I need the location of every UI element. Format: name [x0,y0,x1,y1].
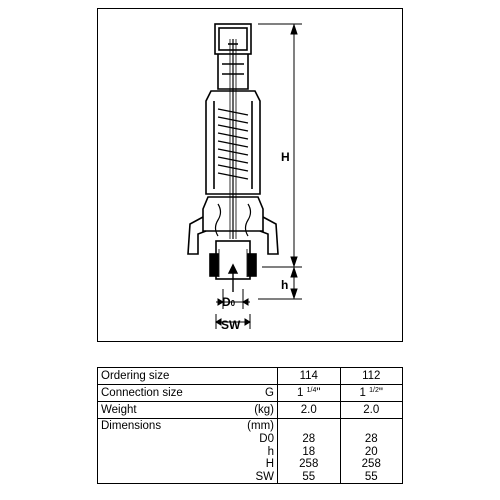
connection-size-114: 1 $^{1/4}$" [278,385,341,402]
dim-h-114: 18 [302,445,316,458]
dimensions-label: Dimensions [101,420,162,432]
dim-sw-112: 55 [364,470,378,483]
dim-d0-114: 28 [302,433,316,445]
specification-table [97,367,403,484]
spring [218,109,248,179]
connection-size-unit: G [265,387,274,399]
ordering-size-112: 112 [340,368,403,385]
ordering-size-label: Ordering size [98,368,278,385]
connection-size-label: Connection size [101,387,183,399]
safety-valve-drawing [98,9,404,343]
dim-name-H: H [265,458,274,470]
dim-label-sw: SW [221,318,241,332]
weight-114: 2.0 [278,402,341,419]
dim-label-h: h [281,278,289,292]
table-row [98,419,403,484]
valve-drawing-frame [97,8,403,342]
dim-sw-114: 55 [302,470,316,483]
connection-size-112: 1 $^{1/2}$" [340,385,403,402]
table-row [98,385,403,402]
ordering-size-114: 114 [278,368,341,385]
weight-112: 2.0 [340,402,403,419]
dim-label-d0: D0 [222,295,236,309]
dim-H-112: 258 [361,458,381,470]
dim-name-sw: SW [255,470,274,483]
dim-label-H: H [281,150,290,164]
dim-name-h: h [267,445,274,458]
dimensions-unit: (mm) [247,420,274,432]
table-row [98,402,403,419]
weight-unit: (kg) [254,404,274,416]
dim-name-d0: D0 [259,433,274,445]
dim-H-114: 258 [299,458,319,470]
table-row [98,368,403,385]
weight-label: Weight [101,404,137,416]
dim-h-112: 20 [364,445,378,458]
dimension-H [216,24,302,332]
dim-d0-112: 28 [364,433,378,445]
